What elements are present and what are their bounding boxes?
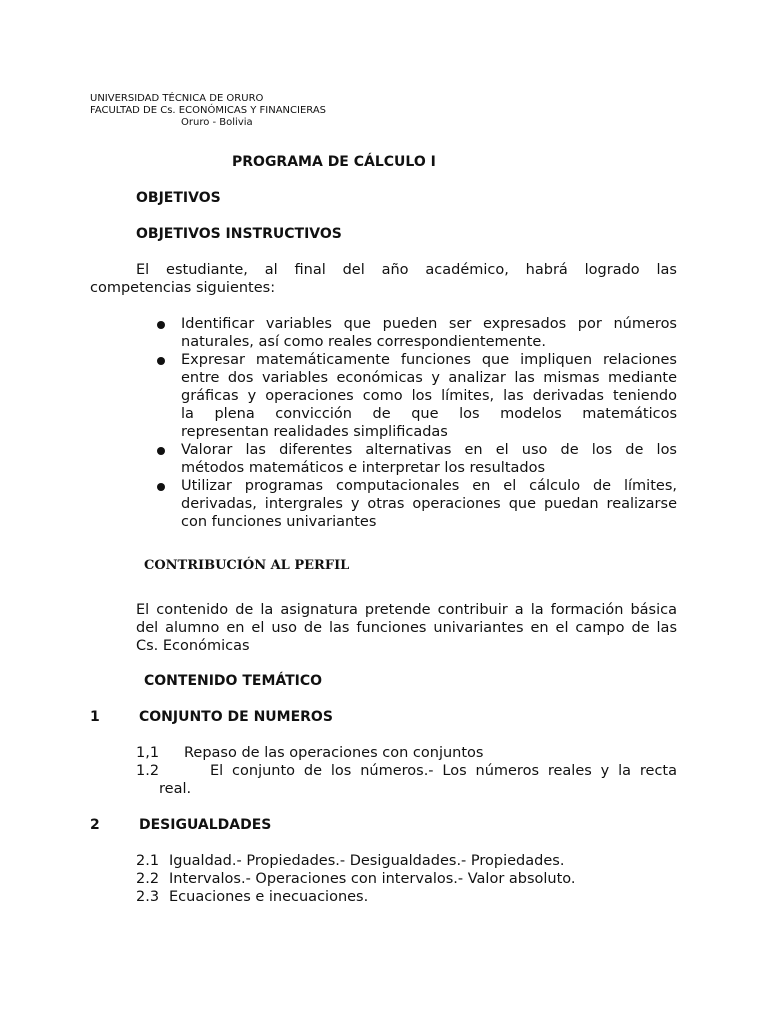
contribucion-paragraph-line: del alumno en el uso de las funciones univariantes en el campo de las — [136, 620, 677, 636]
section-number: 1 — [90, 709, 100, 725]
item-number: 1.2 — [136, 763, 160, 779]
bullet-dot — [157, 357, 165, 365]
bullet-text-line: con funciones univariantes — [181, 514, 377, 530]
bullet-text-line: Identificar variables que pueden ser expresados por números — [181, 316, 677, 332]
item-text: Repaso de las operaciones con conjuntos — [184, 745, 484, 761]
intro-paragraph-line: competencias siguientes: — [90, 280, 276, 296]
bullet-dot — [157, 321, 165, 329]
objetivos-instructivos-heading: OBJETIVOS INSTRUCTIVOS — [136, 226, 342, 242]
location: Oruro - Bolivia — [181, 117, 253, 128]
bullet-text-line: métodos matemáticos e interpretar los resultados — [181, 460, 546, 476]
item-text: Intervalos.- Operaciones con intervalos.- Valor absoluto. — [169, 871, 576, 887]
bullet-dot — [157, 483, 165, 491]
intro-paragraph-line: El estudiante, al final del año académico, habrá logrado las — [136, 262, 677, 278]
bullet-text-line: naturales, así como reales correspondientemente. — [181, 334, 546, 350]
contribucion-paragraph-line: El contenido de la asignatura pretende contribuir a la formación básica — [136, 602, 677, 618]
bullet-dot — [157, 447, 165, 455]
objetivos-heading: OBJETIVOS — [136, 190, 221, 206]
contenido-heading: CONTENIDO TEMÁTICO — [144, 673, 323, 689]
bullet-text-line: derivadas, intergrales y otras operaciones que puedan realizarse — [181, 496, 677, 512]
contribucion-paragraph-line: Cs. Económicas — [136, 638, 250, 654]
section-number: 2 — [90, 817, 100, 833]
bullet-text-line: Expresar matemáticamente funciones que impliquen relaciones — [181, 352, 677, 368]
bullet-text-line: gráficas y operaciones como los límites, las derivadas teniendo — [181, 388, 677, 404]
item-number: 1,1 — [136, 745, 160, 761]
item-text-continuation: real. — [159, 781, 192, 797]
bullet-text-line: la plena convicción de que los modelos matemáticos — [181, 406, 677, 422]
bullet-text-line: representan realidades simplificadas — [181, 424, 448, 440]
document-title: PROGRAMA DE CÁLCULO I — [232, 154, 436, 170]
bullet-text-line: Valorar las diferentes alternativas en el uso de los de los — [181, 442, 677, 458]
faculty-name: FACULTAD DE Cs. ECONÓMICAS Y FINANCIERAS — [90, 105, 327, 116]
item-number: 2.2 — [136, 871, 160, 887]
item-number: 2.1 — [136, 853, 160, 869]
bullet-text-line: Utilizar programas computacionales en el cálculo de límites, — [181, 478, 677, 494]
bullet-text-line: entre dos variables económicas y analizar las mismas mediante — [181, 370, 677, 386]
item-text: Igualdad.- Propiedades.- Desigualdades.- Propiedades. — [169, 853, 565, 869]
item-text: El conjunto de los números.- Los números reales y la recta — [210, 763, 677, 779]
section-title: CONJUNTO DE NUMEROS — [139, 709, 333, 725]
contribucion-heading: CONTRIBUCIÓN AL PERFIL — [144, 558, 350, 573]
item-number: 2.3 — [136, 889, 160, 905]
item-text: Ecuaciones e inecuaciones. — [169, 889, 369, 905]
section-title: DESIGUALDADES — [139, 817, 272, 833]
university-name: UNIVERSIDAD TÉCNICA DE ORURO — [90, 93, 264, 104]
